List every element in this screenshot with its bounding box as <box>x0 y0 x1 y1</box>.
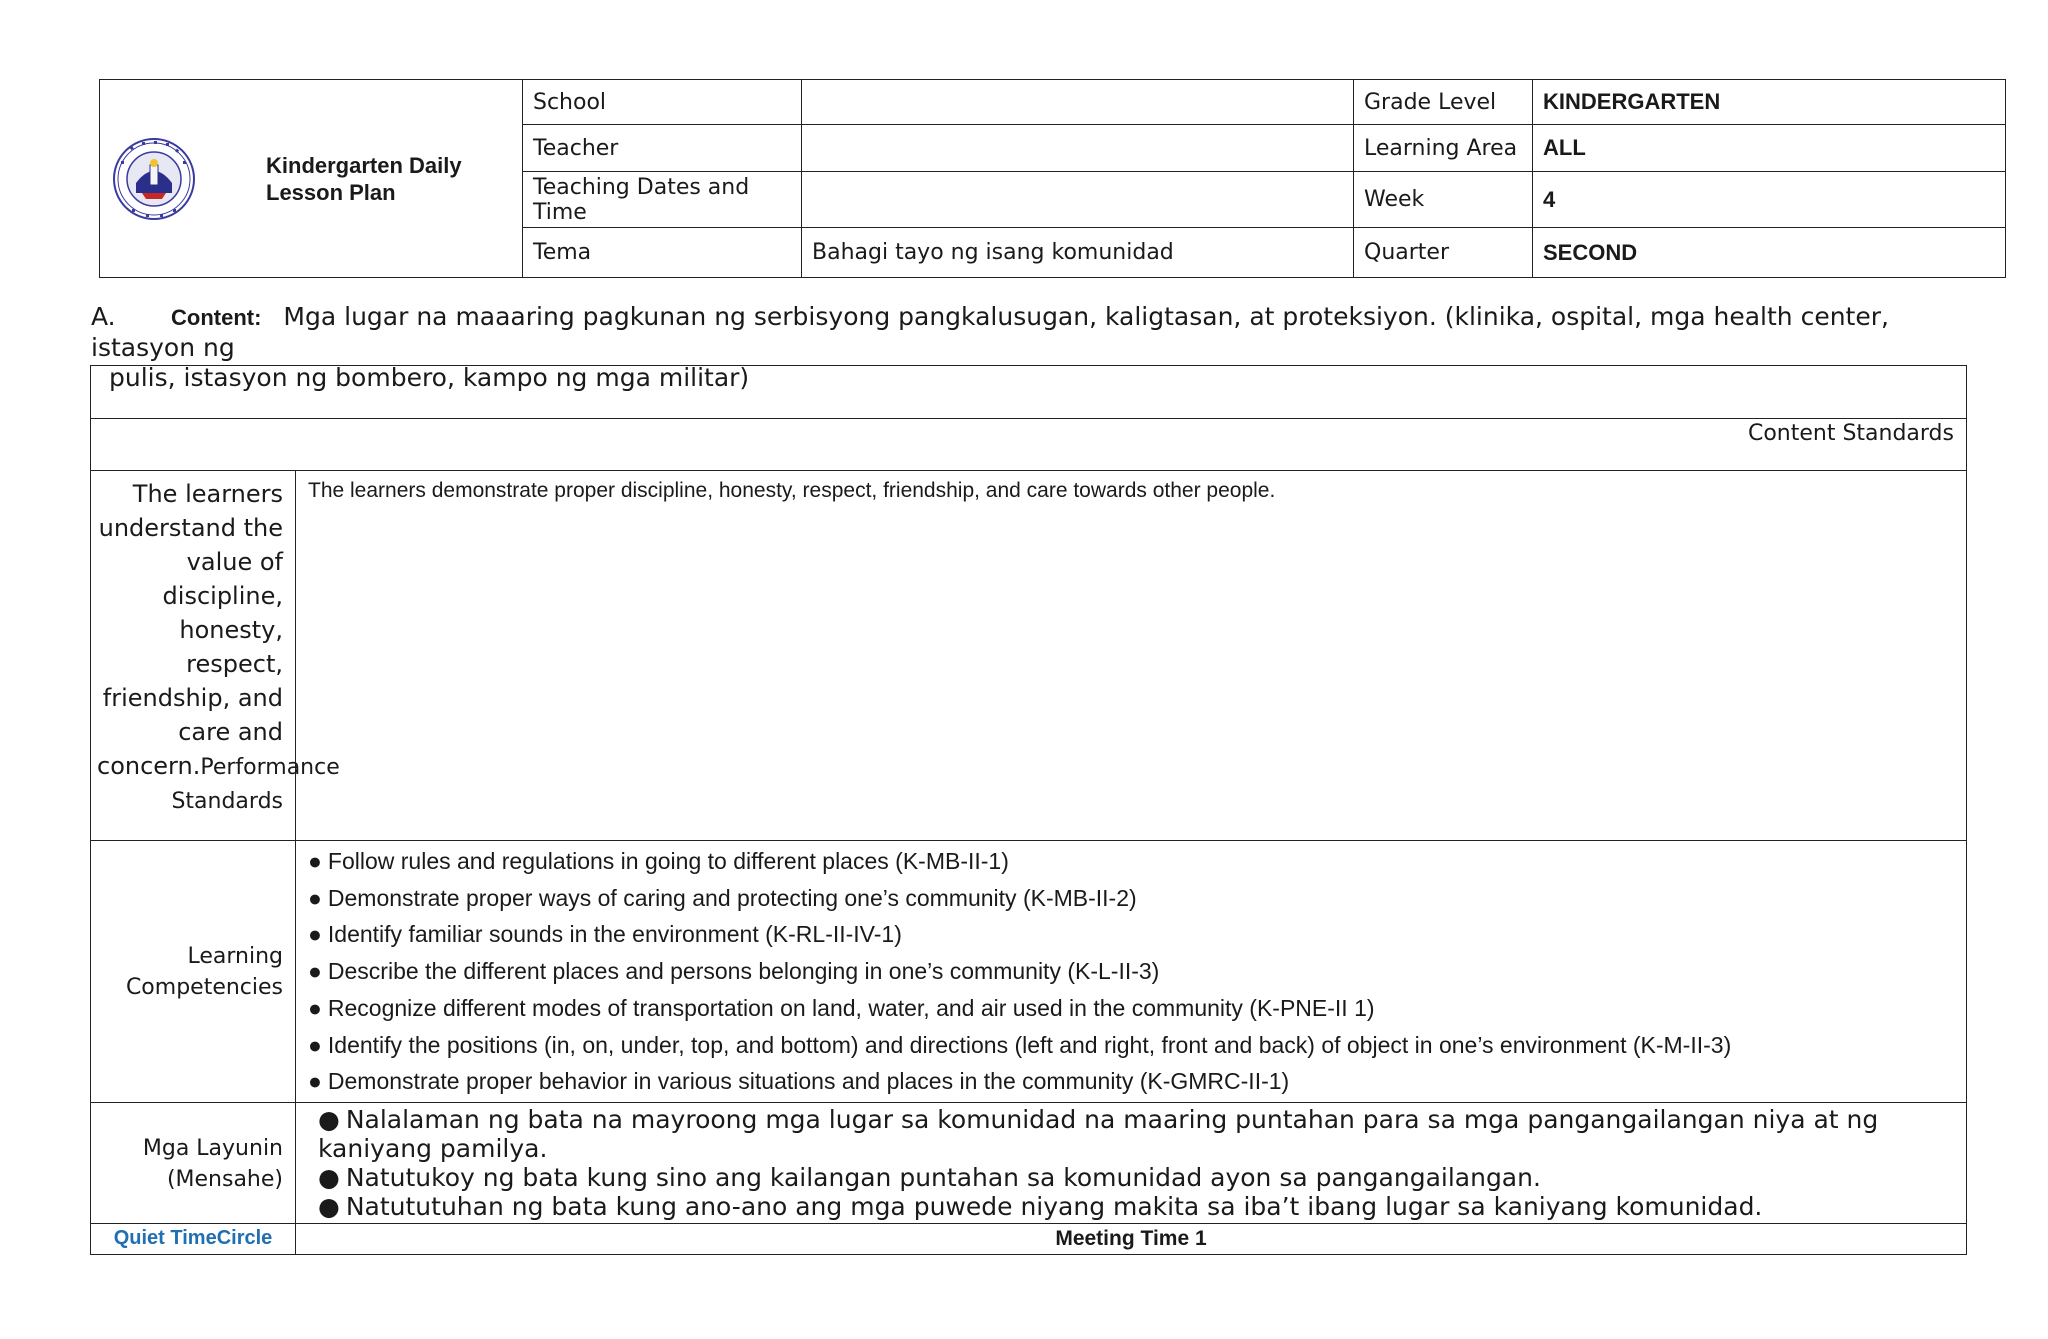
content-letter: A. <box>91 302 116 331</box>
learning-area-label: Learning Area <box>1354 125 1533 172</box>
lesson-table <box>90 365 1967 1255</box>
teaching-dates-label: Teaching Dates and Time <box>523 172 802 228</box>
tema-value: Bahagi tayo ng isang komunidad <box>802 228 1354 278</box>
teaching-dates-value[interactable] <box>802 172 1354 228</box>
teacher-value[interactable] <box>802 125 1354 172</box>
deped-seal-icon <box>112 137 196 221</box>
competencies-list <box>296 843 1966 1100</box>
logo-cell <box>100 80 523 278</box>
week-label: Week <box>1354 172 1533 228</box>
teacher-label: Teacher <box>523 125 802 172</box>
content-label: Content: <box>171 305 262 330</box>
list-item: ● Describe the different places and persons belonging in one’s community (K-L-II-3) <box>308 958 1160 985</box>
list-item: ● Follow rules and regulations in going to different places (K-MB-II-1) <box>308 848 1009 874</box>
list-item: ● Nalalaman ng bata na mayroong mga lugar sa komunidad na maaring puntahan para sa mga pangangailangan niya at ng kaniyang pamilya. <box>318 1104 1879 1163</box>
learning-area-value: ALL <box>1533 125 2006 172</box>
objectives-list <box>296 1105 1954 1221</box>
quiet-time-label: Quiet TimeCircle <box>91 1223 296 1254</box>
content-standards-label: Content Standards <box>91 419 1967 471</box>
grade-level-label: Grade Level <box>1354 80 1533 125</box>
list-item: ● Identify familiar sounds in the environment (K-RL-II-IV-1) <box>308 921 902 948</box>
list-item: ● Demonstrate proper ways of caring and protecting one’s community (K-MB-II-2) <box>308 884 1137 911</box>
quarter-value: SECOND <box>1533 228 2006 278</box>
content-text-line2: pulis, istasyon ng bombero, kampo ng mga militar) <box>109 363 750 392</box>
content-text-line1: Mga lugar na maaaring pagkunan ng serbisyong pangkalusugan, kaligtasan, at proteksiyon. (klinika, ospital, mga health center, istasyon ng <box>91 302 1889 362</box>
performance-standards-label: Performance Standards <box>171 755 340 814</box>
school-label: School <box>523 80 802 125</box>
list-item: ● Identify the positions (in, on, under, top, and bottom) and directions (left and right, front and back) of object in one’s environment (K-M-II-3) <box>308 1031 1732 1058</box>
standards-left-cell <box>91 471 340 841</box>
list-item: ● Natutukoy ng bata kung sino ang kailangan puntahan sa komunidad ayon sa pangangailangan. <box>318 1162 1541 1192</box>
standards-text: The learners demonstrate proper discipline, honesty, respect, friendship, and care towards other people. <box>296 471 1967 841</box>
list-item: ● Recognize different modes of transportation on land, water, and air used in the community (K-PNE-II 1) <box>308 994 1375 1021</box>
meeting-time-label: Meeting Time 1 <box>296 1223 1967 1254</box>
understand-text: The learners understand the value of discipline, honesty, respect, friendship, and care and concern. <box>97 480 283 780</box>
list-item: ● Demonstrate proper behavior in various situations and places in the community (K-GMRC-II-1) <box>308 1068 1290 1095</box>
week-value: 4 <box>1533 172 2006 228</box>
competencies-cell <box>296 841 1967 1103</box>
objectives-cell <box>296 1102 1967 1223</box>
list-item: ● Natututuhan ng bata kung ano-ano ang mga puwede niyang makita sa iba’t ibang lugar sa kaniyang komunidad. <box>318 1191 1763 1221</box>
plan-title: Kindergarten Daily Lesson Plan <box>266 152 462 205</box>
objectives-label: Mga Layunin (Mensahe) <box>91 1102 296 1223</box>
quarter-label: Quarter <box>1354 228 1533 278</box>
school-value[interactable] <box>802 80 1354 125</box>
grade-level-value: KINDERGARTEN <box>1533 80 2006 125</box>
blank-row <box>91 366 1967 419</box>
header-table <box>99 79 2006 278</box>
tema-label: Tema <box>523 228 802 278</box>
learning-competencies-label: Learning Competencies <box>91 841 296 1103</box>
